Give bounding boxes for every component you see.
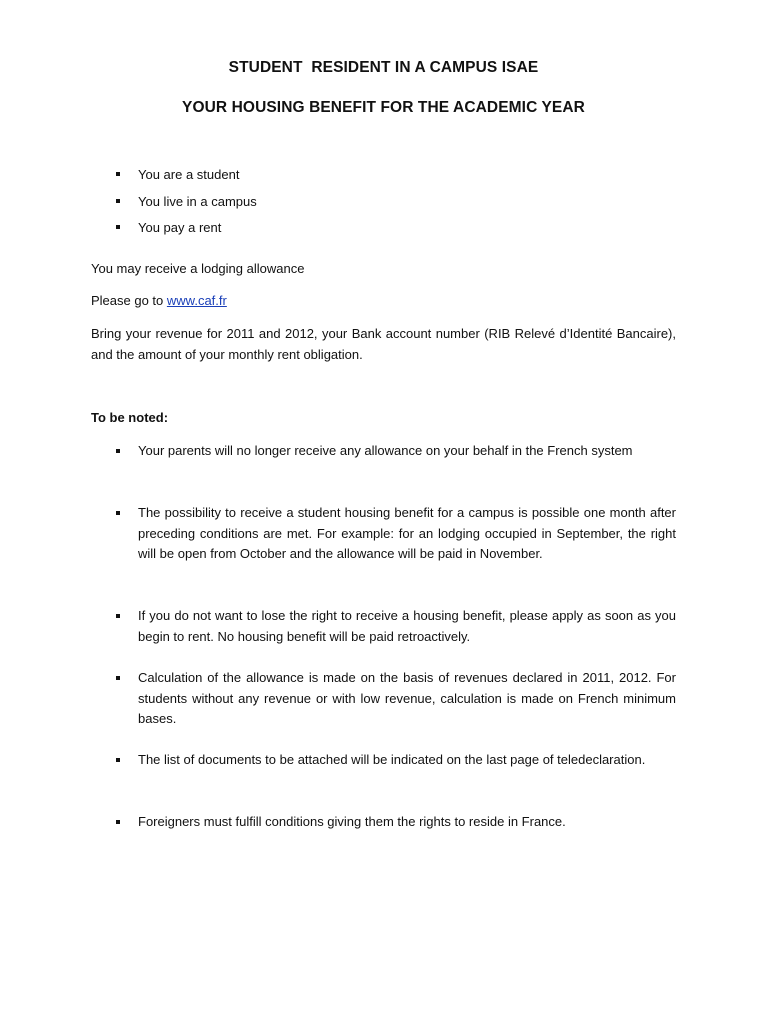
square-bullet-icon (116, 758, 120, 762)
square-bullet-icon (116, 449, 120, 453)
document-subtitle: YOUR HOUSING BENEFIT FOR THE ACADEMIC YEAR (182, 99, 585, 116)
note-possibility: The possibility to receive a student housing benefit for a campus is possible one month after preceding conditions are met. For example: for an lodging occupied in September, the right will be open from October and the allowance will be paid in November. (138, 505, 676, 562)
to-be-noted-heading: To be noted: (91, 410, 169, 425)
square-bullet-icon (116, 511, 120, 515)
document-page (91, 0, 676, 1024)
square-bullet-icon (116, 820, 120, 824)
note-foreigners: Foreigners must fulfill conditions giving them the rights to reside in France. (138, 814, 566, 829)
square-bullet-icon (116, 225, 120, 229)
bring-paragraph: Bring your revenue for 2011 and 2012, your Bank account number (RIB Relevé d’Identité Bancaire), and the amount of your monthly rent obligation. (91, 326, 676, 362)
intro-item-campus: You live in a campus (138, 193, 257, 209)
square-bullet-icon (116, 614, 120, 618)
allowance-paragraph: You may receive a lodging allowance (91, 261, 305, 276)
square-bullet-icon (116, 676, 120, 680)
intro-item-rent: You pay a rent (138, 220, 222, 235)
goto-prefix: Please go to (91, 293, 167, 308)
intro-item-student: You are a student (138, 167, 240, 182)
caf-link[interactable]: www.caf.fr (166, 293, 227, 308)
note-apply: If you do not want to lose the right to receive a housing benefit, please apply as soon as you begin to rent. No housing benefit will be paid retroactively. (138, 608, 676, 644)
note-parents: Your parents will no longer receive any allowance on your behalf in the French system (138, 443, 633, 458)
square-bullet-icon (116, 199, 120, 203)
square-bullet-icon (116, 172, 120, 176)
document-title: STUDENT RESIDENT IN A CAMPUS ISAE (228, 59, 539, 76)
note-documents: The list of documents to be attached will be indicated on the last page of teledeclaration. (138, 752, 646, 767)
note-calculation: Calculation of the allowance is made on the basis of revenues declared in 2011, 2012. For students without any revenue or with low revenue, calculation is made on French minimum bases. (138, 670, 676, 727)
goto-paragraph (91, 290, 676, 311)
